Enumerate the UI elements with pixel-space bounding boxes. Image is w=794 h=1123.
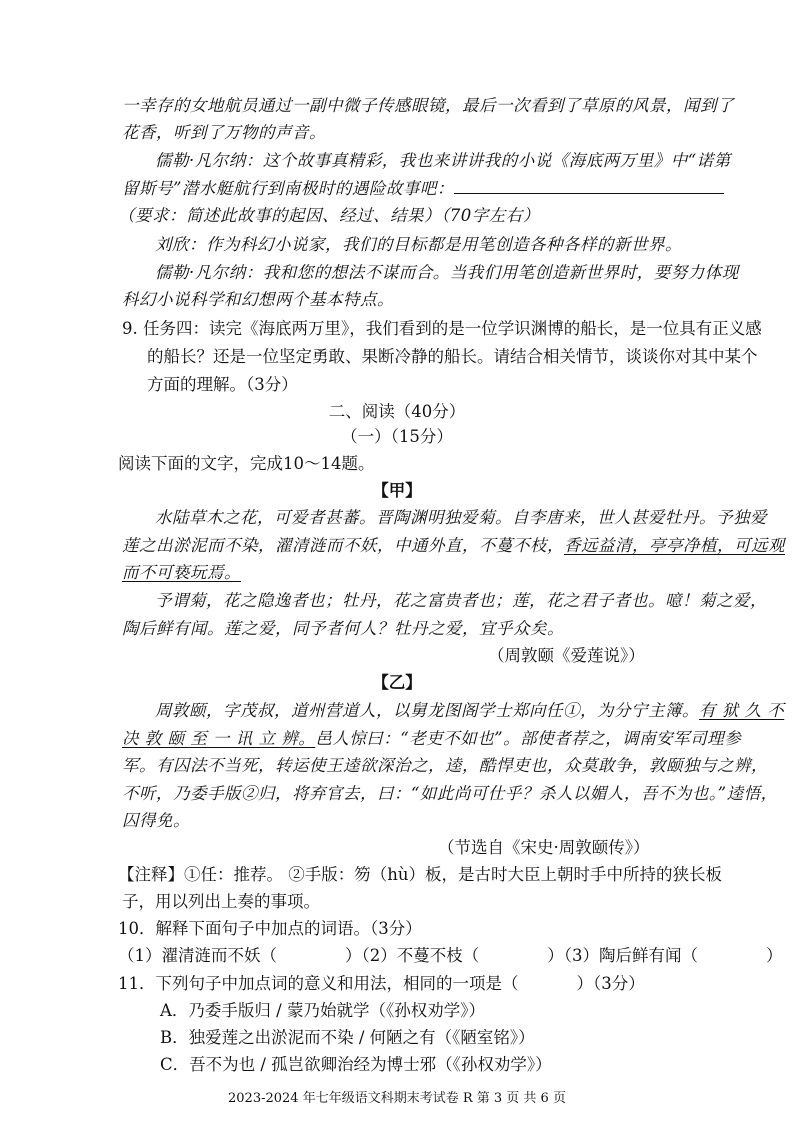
page-footer: 2023-2024 年七年级语文科期末考试卷 R 第 3 页 共 6 页 <box>228 1091 566 1106</box>
verne-line-2 <box>122 178 724 200</box>
verne-line-2-text: 留斯号”潜水艇航行到南极时的遇险故事吧： <box>122 179 454 198</box>
q9-line-1: 9. 任务四：读完《海底两万里》，我们看到的是一位学识渊博的船长，是一位具有正义感 <box>122 319 762 338</box>
yi-line-4: 不听，乃委手版②归，将弃官去，曰：“如此尚可仕乎？杀人以媚人，吾不为也。”逵悟， <box>122 784 778 803</box>
q10-opt-1: （1）濯清涟而不妖（ <box>118 946 277 965</box>
q11-stem-end: ）（3分） <box>576 974 645 993</box>
story-line-2: 花香，听到了万物的声音。 <box>122 123 326 142</box>
q10-end: ） <box>766 946 783 965</box>
yi-underlined-1: 有 狱 久 不 <box>699 701 785 720</box>
yi-line-2b: 邑人惊曰：“老吏不如也”。部使者荐之，调南安军司理参 <box>315 729 742 748</box>
q11-option-a: A．乃委手版归 / 蒙乃始就学（《孙权劝学》） <box>160 1001 485 1020</box>
q11-stem-text: 11．下列句子中加点词的意义和用法，相同的一项是（ <box>118 974 519 993</box>
verne-line-3: 儒勒·凡尔纳：我和您的想法不谋而合。当我们用笔创造新世界时，要努力体现 <box>155 263 739 282</box>
q11-stem <box>118 973 645 995</box>
yi-line-5: 囚得免。 <box>122 811 190 830</box>
yi-label: 【乙】 <box>372 673 422 692</box>
verne-line-4: 科幻小说科学和幻想两个基本特点。 <box>122 290 394 309</box>
note-line-2: 子，用以列出上奏的事项。 <box>122 892 320 911</box>
q11-option-c: C．吾不为也 / 孤岂欲卿治经为博士邪（《孙权劝学》） <box>160 1055 552 1074</box>
q10-opt-2: ）（2）不蔓不枝（ <box>345 946 480 965</box>
note-line-1: 【注释】①任：推荐。 ②手版：笏（hù）板，是古时大臣上朝时手中所持的狭长板 <box>118 865 722 884</box>
story-line-1: 一幸存的女地航员通过一副中微子传感眼镜，最后一次看到了草原的风景，闻到了 <box>122 96 734 115</box>
q10-options <box>118 945 783 967</box>
q10-stem: 10．解释下面句子中加点的词语。（3分） <box>118 919 422 938</box>
requirement-line: （要求：简述此故事的起因、经过、结果）（70字左右） <box>118 206 540 225</box>
yi-line-2 <box>122 728 741 750</box>
jia-p1-line-2a: 莲之出淤泥而不染，濯清涟而不妖，中通外直，不蔓不枝， <box>122 536 564 555</box>
answer-blank[interactable] <box>454 179 724 194</box>
jia-p2-line-1: 予谓菊，花之隐逸者也；牡丹，花之富贵者也；莲，花之君子者也。噫！菊之爱， <box>155 591 767 610</box>
q11-option-b: B．独爱莲之出淤泥而不染 / 何陋之有（《陋室铭》） <box>160 1028 535 1047</box>
jia-source: （周敦颐《爱莲说》） <box>488 646 645 665</box>
jia-p2-line-2: 陶后鲜有闻。莲之爱，同予者何人？牡丹之爱，宜乎众矣。 <box>122 619 564 638</box>
q9-line-3: 方面的理解。（3分） <box>147 375 298 394</box>
jia-p1-line-2 <box>122 535 785 557</box>
verne-line-1: 儒勒·凡尔纳：这个故事真精彩，我也来讲讲我的小说《海底两万里》中“诺第 <box>155 151 731 170</box>
yi-line-3: 军。有囚法不当死，转运使王逵欲深治之，逵，酷悍吏也，众莫敢争，敦颐独与之辨， <box>122 756 768 775</box>
q9-line-2: 的船长？还是一位坚定勇敢、果断冷静的船长。请结合相关情节，谈谈你对其中某个 <box>147 347 758 366</box>
jia-underlined-1: 香远益清，亭亭净植，可远观 <box>564 536 785 555</box>
yi-source: （节选自《宋史·周敦颐传》） <box>438 838 650 857</box>
liu-line: 刘欣：作为科幻小说家，我们的目标都是用笔创造各种各样的新世界。 <box>155 235 682 254</box>
jia-label: 【甲】 <box>372 481 422 500</box>
q10-opt-3: ）（3）陶后鲜有闻（ <box>547 946 698 965</box>
jia-underlined-2: 而不可亵玩焉。 <box>122 563 241 582</box>
yi-line-1a: 周敦颐，字茂叔，道州营道人，以舅龙图阁学士郑向任①，为分宁主簿。 <box>155 701 699 720</box>
yi-line-1 <box>155 700 784 722</box>
section-subtitle: （一）（15分） <box>341 427 453 446</box>
reading-instruction: 阅读下面的文字，完成10～14题。 <box>118 454 375 473</box>
yi-underlined-2: 决 敦 颐 至 一 讯 立 辨。 <box>122 729 316 748</box>
jia-p1-line-1: 水陆草木之花，可爱者甚蕃。晋陶渊明独爱菊。自李唐来，世人甚爱牡丹。予独爱 <box>155 508 767 527</box>
section-title: 二、阅读（40分） <box>328 402 466 421</box>
